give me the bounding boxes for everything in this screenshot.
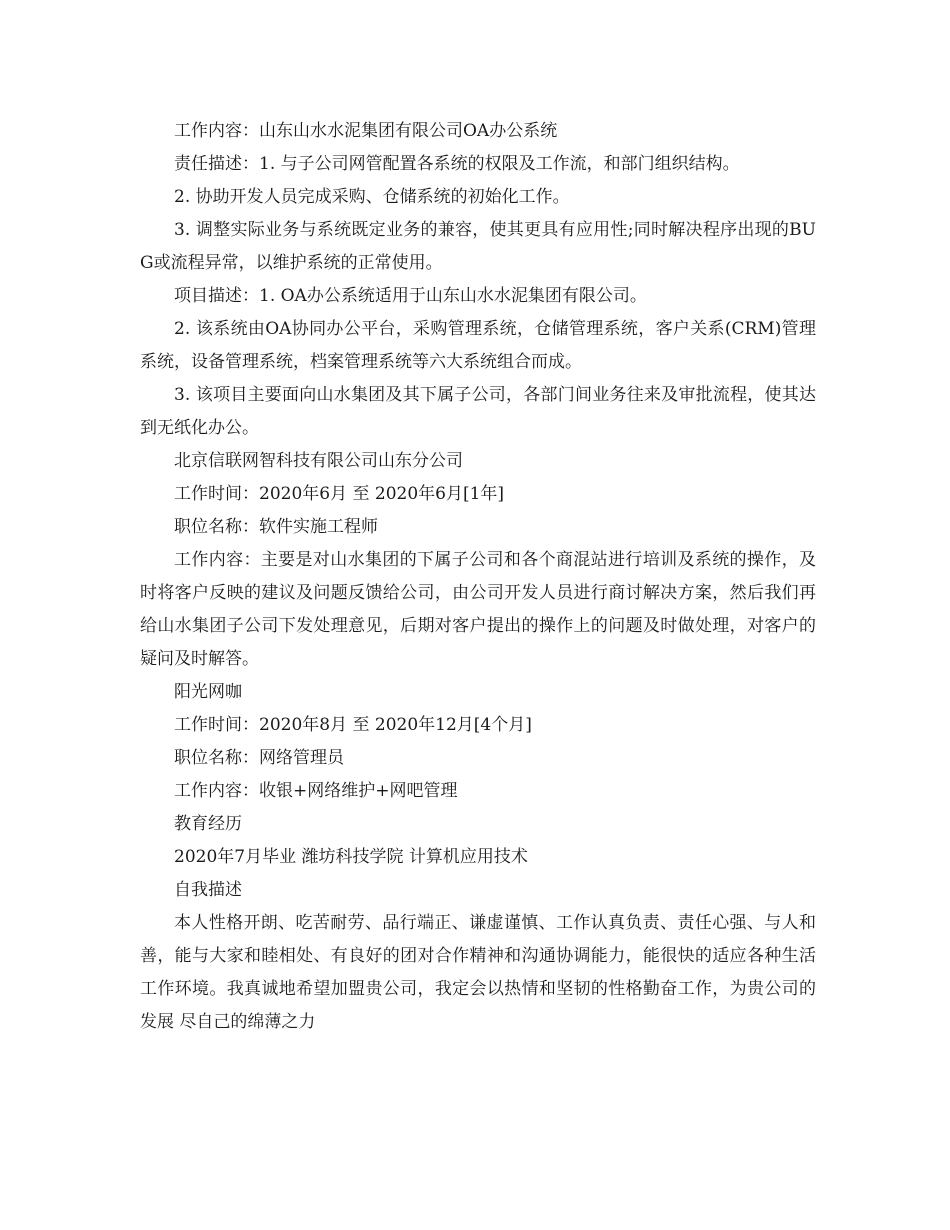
self-description-heading: 自我描述	[174, 880, 242, 900]
work-content-beijing: 工作内容：主要是对山水集团的下属子公司和各个商混站进行培训及系统的操作，及时将客户反映的建议及问题反馈给公司，由公司开发人员进行商讨解决方案，然后我们再给山水集团子公司下发处理意见，后期对客户提出的操作上的问题及时做处理，对客户的疑问及时解答。	[140, 550, 816, 669]
self-description-text: 本人性格开朗、吃苦耐劳、品行端正、谦虚谨慎、工作认真负责、责任心强、与人和善，能与大家和睦相处、有良好的团对合作精神和沟通协调能力，能很快的适应各种生活工作环境。我真诚地希望加盟贵公司，我定会以热情和坚韧的性格勤奋工作，为贵公司的发展 尽自己的绵薄之力	[140, 913, 816, 1032]
job-title-beijing: 职位名称：软件实施工程师	[174, 517, 378, 537]
employer-name-cafe: 阳光网咖	[174, 682, 242, 702]
work-period-beijing: 工作时间：2020年6月 至 2020年6月[1年]	[174, 484, 505, 504]
work-content-cafe: 工作内容：收银+网络维护+网吧管理	[174, 781, 458, 801]
responsibility-item-2: 2. 协助开发人员完成采购、仓储系统的初始化工作。	[174, 187, 570, 207]
oa-work-content: 工作内容：山东山水水泥集团有限公司OA办公系统	[174, 121, 558, 141]
education-heading: 教育经历	[174, 814, 242, 834]
job-title-cafe: 职位名称：网络管理员	[174, 748, 344, 768]
resume-body	[140, 115, 816, 1039]
responsibility-item-1: 责任描述：1. 与子公司网管配置各系统的权限及工作流，和部门组织结构。	[174, 154, 740, 174]
employer-name-beijing: 北京信联网智科技有限公司山东分公司	[174, 451, 463, 471]
responsibility-item-3: 3. 调整实际业务与系统既定业务的兼容，使其更具有应用性;同时解决程序出现的BUG或流程异常，以维护系统的正常使用。	[140, 220, 816, 273]
education-entry: 2020年7月毕业 潍坊科技学院 计算机应用技术	[174, 847, 528, 867]
project-description-item-3: 3. 该项目主要面向山水集团及其下属子公司，各部门间业务往来及审批流程，使其达到无纸化办公。	[140, 385, 816, 438]
project-description-item-1: 项目描述：1. OA办公系统适用于山东山水水泥集团有限公司。	[174, 286, 647, 306]
work-period-cafe: 工作时间：2020年8月 至 2020年12月[4个月]	[174, 715, 532, 735]
project-description-item-2: 2. 该系统由OA协同办公平台，采购管理系统，仓储管理系统，客户关系(CRM)管理系统，设备管理系统，档案管理系统等六大系统组合而成。	[140, 319, 816, 372]
